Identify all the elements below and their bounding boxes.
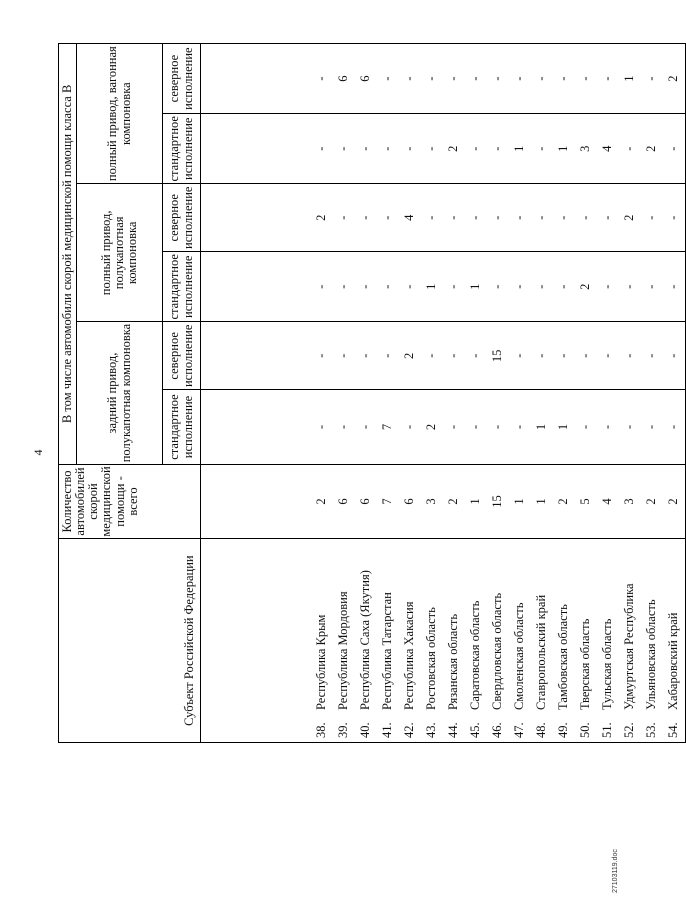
value-cell: - — [619, 252, 641, 322]
value-cell: - — [575, 44, 597, 114]
value-cell: - — [531, 252, 553, 322]
value-cell: - — [355, 322, 377, 390]
region-name: Тамбовская область — [556, 604, 571, 710]
row-number: 49. — [556, 722, 571, 738]
value-cell: - — [377, 322, 399, 390]
value-cell: - — [641, 252, 663, 322]
row-number: 52. — [622, 722, 637, 738]
value-cell: - — [575, 390, 597, 464]
value-cell: 15 — [487, 322, 509, 390]
header-northern: северное исполнение — [163, 44, 201, 114]
value-cell: - — [377, 114, 399, 184]
region-name: Свердловская область — [490, 592, 505, 710]
region-name: Ставропольский край — [534, 594, 549, 710]
value-cell: 6 — [333, 44, 355, 114]
region-name: Удмуртская Республика — [622, 583, 637, 710]
region-name: Республика Саха (Якутия) — [358, 570, 373, 710]
value-cell: - — [619, 322, 641, 390]
table-row — [531, 44, 553, 743]
row-number: 45. — [468, 722, 483, 738]
header-group-rear-semihood: задний привод, полукапотная компоновка — [77, 322, 163, 464]
total-cell: 6 — [333, 464, 355, 538]
table-row — [201, 44, 334, 743]
region-name: Саратовская область — [468, 600, 483, 710]
value-cell: - — [399, 44, 421, 114]
region-cell — [421, 539, 443, 743]
value-cell: 1 — [553, 114, 575, 184]
value-cell: - — [553, 184, 575, 252]
value-cell: - — [377, 184, 399, 252]
region-cell — [619, 539, 641, 743]
row-number: 42. — [402, 722, 417, 738]
value-cell: - — [377, 44, 399, 114]
value-cell: - — [597, 184, 619, 252]
value-cell: - — [443, 184, 465, 252]
value-cell: - — [355, 114, 377, 184]
value-cell: - — [531, 114, 553, 184]
value-cell: - — [509, 390, 531, 464]
total-cell: 1 — [465, 464, 487, 538]
value-cell: - — [333, 252, 355, 322]
value-cell: - — [201, 44, 334, 114]
value-cell: - — [465, 390, 487, 464]
region-cell — [663, 539, 686, 743]
value-cell: 1 — [553, 390, 575, 464]
value-cell: - — [553, 322, 575, 390]
region-cell — [377, 539, 399, 743]
value-cell: - — [421, 114, 443, 184]
row-number: 48. — [534, 722, 549, 738]
header-northern: северное исполнение — [163, 184, 201, 252]
value-cell: - — [509, 184, 531, 252]
region-cell — [465, 539, 487, 743]
value-cell: - — [531, 184, 553, 252]
value-cell: - — [201, 390, 334, 464]
table-row — [443, 44, 465, 743]
header-total: Количество автомобилей скорой медицинской помощи - всего — [59, 464, 201, 538]
total-cell: 3 — [619, 464, 641, 538]
row-number: 41. — [380, 722, 395, 738]
value-cell: - — [465, 184, 487, 252]
value-cell: - — [443, 390, 465, 464]
value-cell: - — [597, 252, 619, 322]
ambulance-distribution-table — [58, 43, 686, 743]
region-name: Ростовская область — [424, 607, 439, 710]
table-row — [597, 44, 619, 743]
table-row — [509, 44, 531, 743]
value-cell: - — [531, 44, 553, 114]
value-cell: - — [641, 390, 663, 464]
value-cell: 1 — [421, 252, 443, 322]
value-cell: - — [355, 252, 377, 322]
table-row — [641, 44, 663, 743]
value-cell: - — [465, 322, 487, 390]
value-cell: - — [553, 44, 575, 114]
region-cell — [531, 539, 553, 743]
value-cell: - — [597, 322, 619, 390]
total-cell: 2 — [663, 464, 686, 538]
total-cell: 7 — [377, 464, 399, 538]
region-name: Рязанская область — [446, 613, 461, 710]
value-cell: - — [553, 252, 575, 322]
table-row — [619, 44, 641, 743]
region-name: Смоленская область — [512, 602, 527, 710]
total-cell: 5 — [575, 464, 597, 538]
table-row — [377, 44, 399, 743]
total-cell: 2 — [201, 464, 334, 538]
region-cell — [597, 539, 619, 743]
table-row — [553, 44, 575, 743]
region-cell — [443, 539, 465, 743]
row-number: 51. — [600, 722, 615, 738]
region-name: Республика Хакасия — [402, 601, 417, 710]
value-cell: 2 — [399, 322, 421, 390]
region-cell — [641, 539, 663, 743]
value-cell: - — [663, 114, 686, 184]
region-name: Тверская область — [578, 618, 593, 710]
value-cell: - — [465, 44, 487, 114]
region-cell — [487, 539, 509, 743]
value-cell: - — [355, 390, 377, 464]
region-name: Хабаровский край — [666, 612, 681, 710]
header-standard: стандартное исполнение — [163, 252, 201, 322]
value-cell: - — [641, 322, 663, 390]
row-number: 53. — [644, 722, 659, 738]
value-cell: - — [201, 322, 334, 390]
value-cell: - — [487, 44, 509, 114]
value-cell: - — [509, 252, 531, 322]
value-cell: 6 — [355, 44, 377, 114]
value-cell: - — [641, 44, 663, 114]
table-row — [355, 44, 377, 743]
row-number: 46. — [490, 722, 505, 738]
total-cell: 2 — [443, 464, 465, 538]
value-cell: - — [333, 322, 355, 390]
value-cell: - — [663, 322, 686, 390]
value-cell: - — [641, 184, 663, 252]
total-cell: 3 — [421, 464, 443, 538]
total-cell: 6 — [399, 464, 421, 538]
value-cell: 2 — [575, 252, 597, 322]
table-row — [399, 44, 421, 743]
header-group-awd-van: полный привод, вагонная компоновка — [77, 44, 163, 184]
value-cell: - — [575, 184, 597, 252]
value-cell: - — [619, 390, 641, 464]
value-cell: 7 — [377, 390, 399, 464]
value-cell: - — [333, 184, 355, 252]
value-cell: - — [597, 44, 619, 114]
value-cell: - — [443, 322, 465, 390]
total-cell: 6 — [355, 464, 377, 538]
row-number: 44. — [446, 722, 461, 738]
region-cell — [509, 539, 531, 743]
value-cell: - — [443, 44, 465, 114]
table-body — [201, 44, 686, 743]
table-row — [421, 44, 443, 743]
table-row — [575, 44, 597, 743]
region-cell — [399, 539, 421, 743]
value-cell: - — [663, 390, 686, 464]
value-cell: - — [399, 252, 421, 322]
value-cell: 1 — [465, 252, 487, 322]
total-cell: 15 — [487, 464, 509, 538]
region-name: Республика Крым — [314, 614, 329, 710]
value-cell: - — [487, 114, 509, 184]
value-cell: - — [597, 390, 619, 464]
value-cell: - — [531, 322, 553, 390]
value-cell: 2 — [641, 114, 663, 184]
total-cell: 2 — [553, 464, 575, 538]
region-name: Республика Татарстан — [380, 592, 395, 710]
table-row — [333, 44, 355, 743]
region-cell — [333, 539, 355, 743]
value-cell: 1 — [531, 390, 553, 464]
value-cell: - — [421, 44, 443, 114]
value-cell: - — [421, 322, 443, 390]
value-cell: 4 — [597, 114, 619, 184]
value-cell: - — [575, 322, 597, 390]
total-cell: 2 — [641, 464, 663, 538]
region-name: Ульяновская область — [644, 599, 659, 710]
header-group-awd-semihood: полный привод, полукапотная компоновка — [77, 184, 163, 322]
value-cell: - — [377, 252, 399, 322]
row-number: 47. — [512, 722, 527, 738]
value-cell: - — [619, 114, 641, 184]
header-standard: стандартное исполнение — [163, 390, 201, 464]
table-row — [465, 44, 487, 743]
total-cell: 1 — [531, 464, 553, 538]
value-cell: - — [421, 184, 443, 252]
total-cell: 1 — [509, 464, 531, 538]
header-northern: северное исполнение — [163, 322, 201, 390]
value-cell: - — [663, 252, 686, 322]
header-subject: Субъект Российской Федерации — [59, 539, 201, 743]
value-cell: 3 — [575, 114, 597, 184]
row-number: 50. — [578, 722, 593, 738]
value-cell: - — [487, 390, 509, 464]
row-number: 39. — [336, 722, 351, 738]
file-name: 27103119.doc — [612, 849, 619, 893]
region-cell — [201, 539, 334, 743]
value-cell: 1 — [619, 44, 641, 114]
value-cell: 1 — [509, 114, 531, 184]
value-cell: - — [399, 390, 421, 464]
value-cell: - — [509, 44, 531, 114]
region-cell — [575, 539, 597, 743]
value-cell: - — [663, 184, 686, 252]
row-number: 54. — [666, 722, 681, 738]
value-cell: 2 — [201, 184, 334, 252]
header-including: В том числе автомобили скорой медицинской помощи класса В — [59, 44, 77, 465]
value-cell: - — [487, 184, 509, 252]
value-cell: - — [399, 114, 421, 184]
total-cell: 4 — [597, 464, 619, 538]
value-cell: 2 — [619, 184, 641, 252]
value-cell: - — [355, 184, 377, 252]
region-cell — [553, 539, 575, 743]
table-row — [487, 44, 509, 743]
value-cell: - — [443, 252, 465, 322]
value-cell: 4 — [399, 184, 421, 252]
region-name: Республика Мордовия — [336, 591, 351, 710]
row-number: 38. — [314, 722, 329, 738]
value-cell: - — [201, 252, 334, 322]
page-number: 4 — [31, 449, 45, 456]
region-cell — [355, 539, 377, 743]
value-cell: 2 — [663, 44, 686, 114]
header-standard: стандартное исполнение — [163, 114, 201, 184]
value-cell: 2 — [443, 114, 465, 184]
row-number: 40. — [358, 722, 373, 738]
table-row — [663, 44, 686, 743]
value-cell: - — [509, 322, 531, 390]
region-name: Тульская область — [600, 618, 615, 710]
value-cell: - — [201, 114, 334, 184]
value-cell: - — [333, 114, 355, 184]
value-cell: - — [487, 252, 509, 322]
value-cell: 2 — [421, 390, 443, 464]
row-number: 43. — [424, 722, 439, 738]
value-cell: - — [333, 390, 355, 464]
value-cell: - — [465, 114, 487, 184]
